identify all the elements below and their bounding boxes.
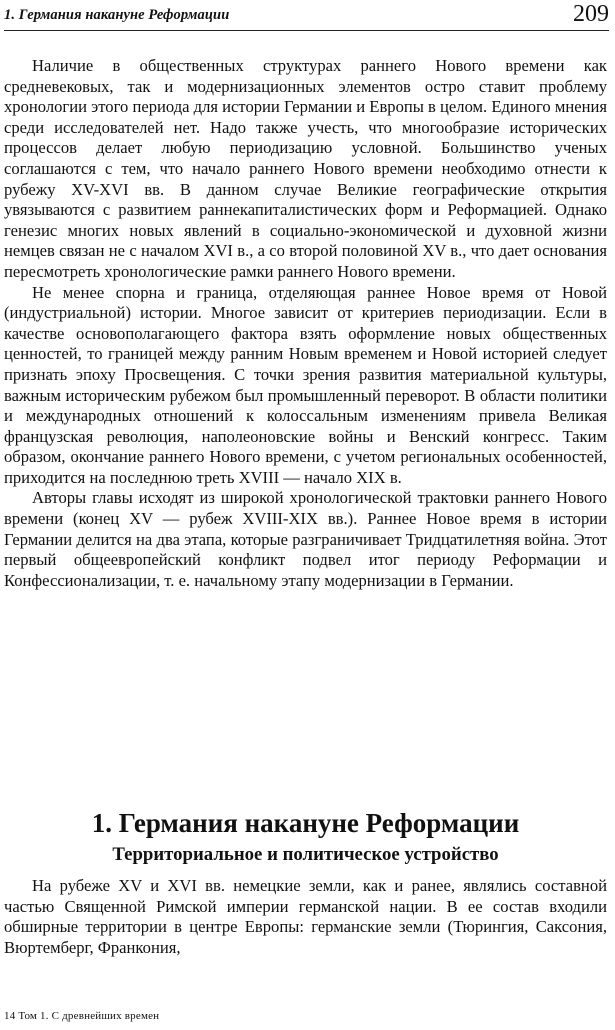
chapter-title: 1. Германия накануне Реформации bbox=[91, 808, 520, 838]
intro-text bbox=[4, 56, 607, 590]
printer-signature: 14 Том 1. С древнейших времен bbox=[4, 1010, 160, 1022]
paragraph-1: Наличие в общественных структурах раннего Нового времени как средневековых, так и модернизационных элементов остро ставит проблему хронологии этого периода для истории Германии и Европы в целом. Единого мнения среди исследователей нет. Надо также учесть, что многообразие исторических процессов делает любую периодизацию условной. Большинство ученых соглашаются с тем, что начало раннего Нового времени необходимо отнести к рубежу XV-XVI вв. В данном случае Великие географические открытия увязываются с развитием раннекапиталистических форм и Реформацией. Однако генезис многих новых явлений в социально-экономической и духовной жизни немцев связан не с началом XVI в., а со второй половиной XV в., что дает основания пересмотреть хронологические рамки раннего Нового времени. bbox=[4, 56, 607, 281]
section-paragraph: На рубеже XV и XVI вв. немецкие земли, как и ранее, являлись составной частью Священной Римской империи германской нации. В ее состав входили обширные территории в центре Европы: германские земли (Тюрингия, Саксония, Вюртемберг, Франкония, bbox=[4, 876, 607, 957]
section-title: Территориальное и политическое устройство bbox=[112, 844, 499, 865]
paragraph-3: Авторы главы исходят из широкой хронологической трактовки раннего Нового времени (конец XV — рубеж XVIII-XIX вв.). Раннее Новое время в истории Германии делится на два этапа, которые разграничивает Тридцатилетняя война. Этот первый общеевропейский конфликт подвел итог периоду Реформации и Конфессионализации, т. е. начальному этапу модернизации в Германии. bbox=[4, 488, 607, 590]
section-text bbox=[4, 876, 607, 958]
running-header bbox=[4, 0, 609, 31]
running-title: 1. Германия накануне Реформации bbox=[4, 7, 230, 23]
paragraph-2: Не менее спорна и граница, отделяющая раннее Новое время от Новой (индустриальной) истории. Многое зависит от критериев периодизации. Если в качестве основополагающего фактора взять оформление новых общественных ценностей, то границей между ранним Новым временем и Новой историей следует признать эпоху Просвещения. С точки зрения развития материальной культуры, важным историческим рубежом был промышленный переворот. В области политики и международных отношений к колоссальным изменениям привела Великая французская революция, наполеоновские войны и Венский конгресс. Таким образом, окончание раннего Нового времени, с учетом региональных особенностей, приходится на последнюю треть XVIII — начало XIX в. bbox=[4, 282, 607, 487]
page-number: 209 bbox=[573, 1, 609, 27]
